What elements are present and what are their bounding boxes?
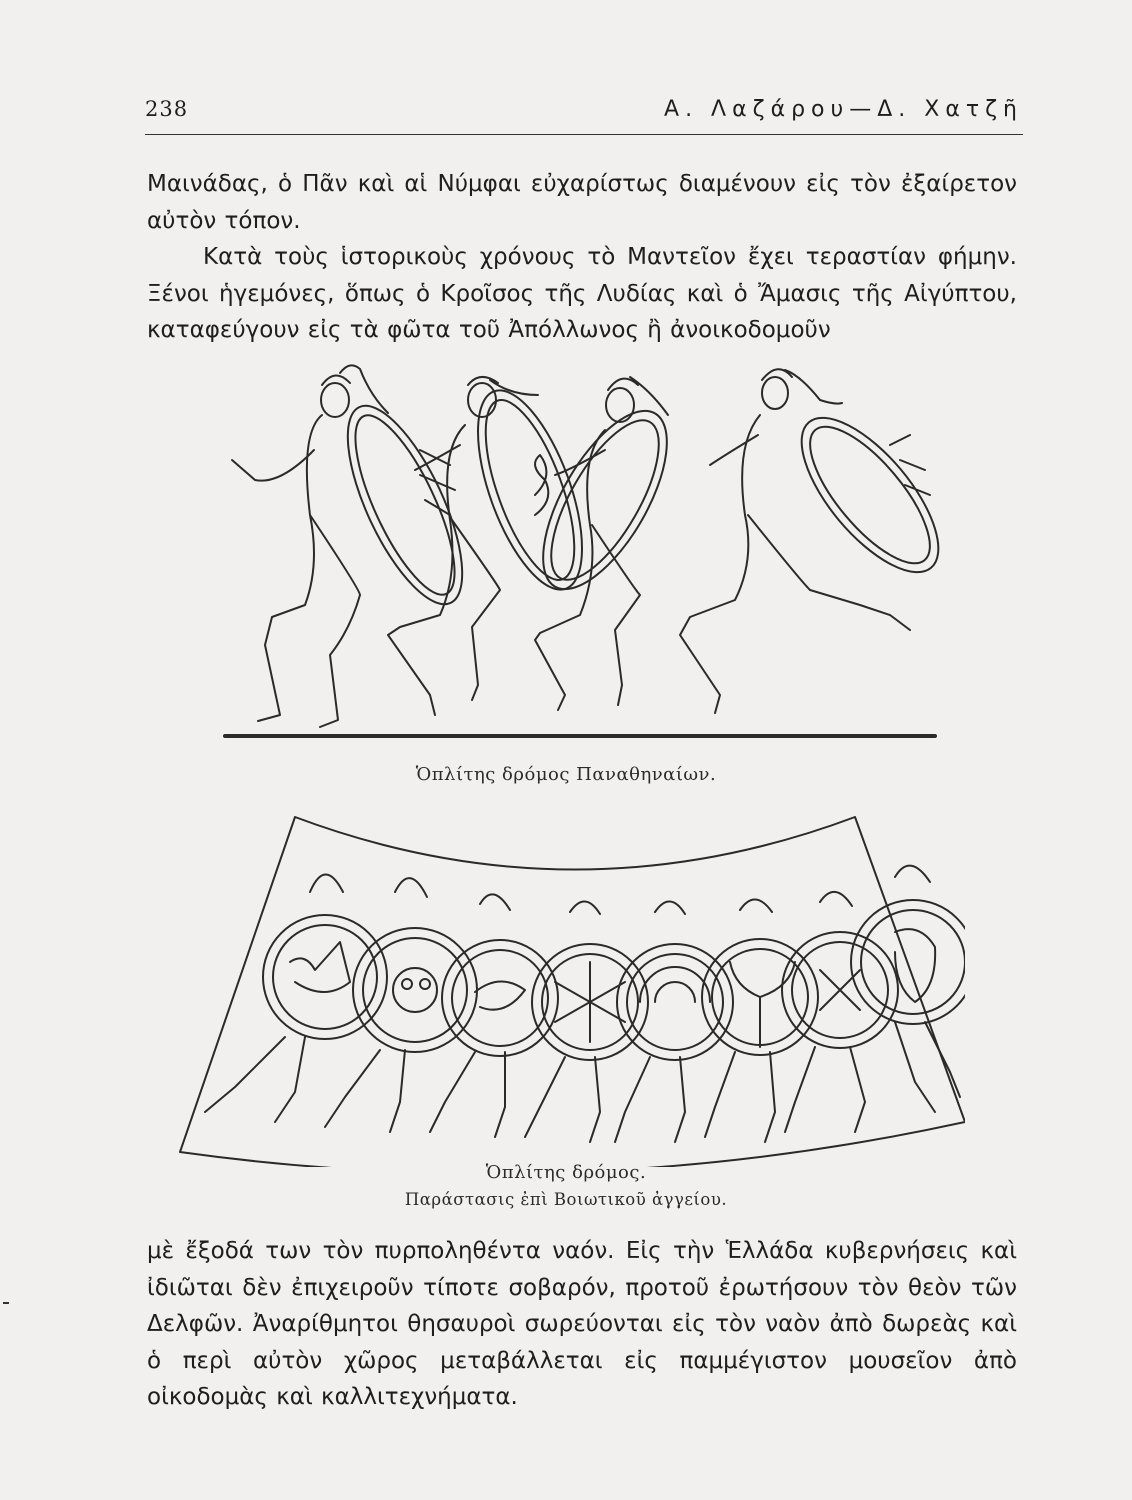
page-number: 238: [145, 97, 189, 121]
paragraph: Κατὰ τοὺς ἱστορικοὺς χρόνους τὸ Μαντεῖον ἔχει τεραστίαν φήμην. Ξένοι ἡγεμόνες, ὅπως ὁ Κροῖσος τῆς Λυδίας καὶ ὁ Ἄμασις τῆς Αἰγύπτου, καταφεύγουν εἰς τὰ φῶτα τοῦ Ἀπόλλωνος ἢ ἀνοικοδομοῦν: [147, 244, 1017, 343]
shield-row: [263, 900, 965, 1060]
figure-running-hoplites: [210, 355, 940, 745]
running-hoplites-drawing: [210, 355, 940, 745]
hoplite-figure: [232, 365, 485, 727]
hoplite-figure: [680, 369, 940, 713]
bottom-text-block: [147, 1233, 1017, 1416]
figure2-caption-line1: Ὁπλίτης δρόμος.: [485, 1162, 647, 1183]
page-header: [145, 97, 1023, 133]
paragraph: Μαινάδας, ὁ Πᾶν καὶ αἱ Νύμφαι εὐχαρίστως διαμένουν εἰς τὸν ἐξαίρετον αὐτὸν τόπον.: [147, 171, 1017, 234]
top-text-block: [147, 166, 1017, 349]
helmet-row: [310, 866, 930, 914]
figure1-caption: Ὁπλίτης δρόμος Παναθηναίων.: [415, 764, 717, 785]
figure2-caption-line2: Παράστασις ἐπὶ Βοιωτικοῦ ἀγγείου.: [404, 1190, 728, 1209]
margin-mark: [3, 1302, 9, 1304]
hoplite-figure: [388, 377, 603, 715]
vase-frieze-drawing: [175, 812, 965, 1167]
header-rule: [145, 134, 1023, 135]
running-head: Α. Λαζάρου—Δ. Χατζῆ: [664, 97, 1023, 122]
paragraph: μὲ ἔξοδά των τὸν πυρποληθέντα ναόν. Εἰς τὴν Ἑλλάδα κυβερνήσεις καὶ ἰδιῶται δὲν ἐπιχειροῦν τίποτε σοβαρόν, προτοῦ ἐρωτήσουν τὸν θεὸν τῶν Δελφῶν. Ἀναρίθμητοι θησαυροὶ σωρεύονται εἰς τὸν ναὸν ἀπὸ δωρεὰς καὶ ὁ περὶ αὐτὸν χῶρος μεταβάλλεται εἰς παμμέγιστον μουσεῖον ἀπὸ οἰκοδομὰς καὶ καλλιτεχνήματα.: [147, 1238, 1017, 1410]
figure-vase-frieze: [175, 812, 965, 1167]
legs-row: [205, 1022, 960, 1142]
